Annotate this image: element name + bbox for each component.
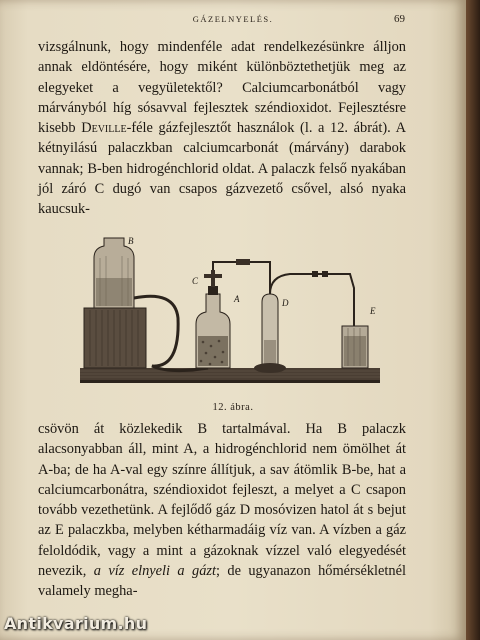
label-a: A [234, 294, 240, 304]
wooden-block [84, 308, 146, 368]
paragraph-top-text: vizsgálnunk, hogy mindenféle adat rendelkezésünkre álljon annak eldöntésére, hogy miként különböztethetjük meg az elegyeket a vegyületektől? Calciumcarbonátból vagy márványból híg sósavval fejlesztek széndioxidot. Fejlesztésre kisebb [38, 39, 406, 137]
paragraph-bottom-text-2: ; de ugyanazon hőmérsékletnél valamely megha- [38, 563, 406, 600]
name-deville: Deville [81, 120, 127, 137]
apparatus-illustration [80, 228, 380, 394]
wash-water [264, 340, 276, 366]
site-watermark: Antikvarium.hu [4, 614, 148, 633]
label-c: C [192, 276, 199, 286]
wash-bottle-stand [254, 363, 286, 373]
label-b: B [128, 236, 134, 246]
tube-clamp [236, 259, 250, 265]
paragraph-top [38, 37, 406, 220]
bench-edge [80, 380, 380, 383]
label-e: E [370, 306, 376, 316]
stopcock-stem [211, 270, 215, 287]
paragraph-bottom-text: csövön át közlekedik B tartalmával. Ha B palaczk alacsonyabban áll, mint A, a hidrogénchlorid nem ömölhet át A-ba; de ha A-val egy színre állítjuk, a sav átömlik B-be, hat a calciumcarbonátra, széndioxidot fejleszt, a melyet a C csapon tovább vezethetünk. A fejlődő gáz D mosóvizen hatol át s bejut az E palaczkba, melyben kétharmadáig víz van. A vízben a gáz feloldódik, vagy a mint a gázoknak vízzel való elegyedését nevezik, [38, 421, 406, 580]
running-head: GÁZELNYELÉS. [192, 14, 274, 24]
figure-caption: 12. ábra. [212, 402, 254, 413]
stopcock-handle [204, 274, 222, 278]
acid-liquid [96, 278, 132, 306]
book-spine [466, 0, 480, 640]
label-d: D [282, 298, 289, 308]
italic-phrase: a víz elnyeli a gázt [93, 563, 216, 580]
page-number: 69 [394, 13, 405, 25]
paragraph-top-text-2: -féle gázfejlesztőt használok (l. a 12. ábrát). A kétnyilású palaczkban calciumcarbonát (márvány) darabok vannak; B-ben hidrogénchlorid oldat. A palaczk felső nyakában jól záró C dugó van csapos gázvezető csővel, alsó nyaka kaucsuk- [38, 120, 406, 218]
stopper-c [208, 286, 218, 295]
absorption-water [344, 336, 366, 366]
paragraph-bottom [38, 419, 406, 602]
